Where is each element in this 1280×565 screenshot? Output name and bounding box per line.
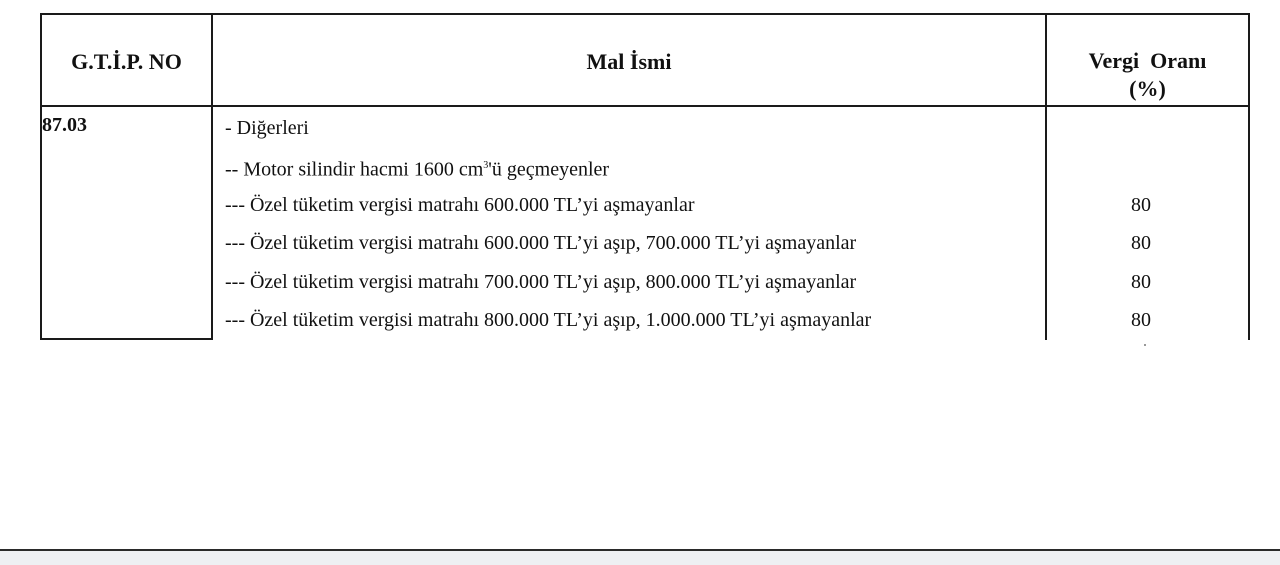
row-rate-otv-800k-1m: 80 xyxy=(1131,309,1151,331)
header-mal-ismi: Mal İsmi xyxy=(586,49,672,74)
row-text-motor-silindir-pre: -- Motor silindir hacmi 1600 cm xyxy=(225,158,484,181)
table-right-border xyxy=(1248,13,1250,340)
scan-speck xyxy=(1144,344,1146,346)
header-gtip-no: G.T.İ.P. NO xyxy=(71,49,182,74)
row-text-motor-silindir-post: 'ü geçmeyenler xyxy=(488,158,610,181)
row-rate-otv-600k: 80 xyxy=(1131,194,1151,216)
row-text-otv-800k-1m: --- Özel tüketim vergisi matrahı 800.000 TL’yi aşıp, 1.000.000 TL’yi aşmayanlar xyxy=(225,309,872,331)
row-text-otv-600k: --- Özel tüketim vergisi matrahı 600.000 TL’yi aşmayanlar xyxy=(225,194,695,216)
row-text-motor-silindir-sup: 3 xyxy=(483,160,489,171)
row-text-otv-600k-700k: --- Özel tüketim vergisi matrahı 600.000 TL’yi aşıp, 700.000 TL’yi aşmayanlar xyxy=(225,232,857,254)
table-header-divider xyxy=(40,105,1250,107)
row-text-otv-700k-800k: --- Özel tüketim vergisi matrahı 700.000 TL’yi aşıp, 800.000 TL’yi aşmayanlar xyxy=(225,271,857,293)
header-vergi-orani xyxy=(1047,47,1248,103)
bottom-bar xyxy=(0,549,1280,565)
row-text-digerleri: - Diğerleri xyxy=(225,117,309,139)
table-bottom-border xyxy=(40,338,213,340)
gtip-code: 87.03 xyxy=(42,114,87,136)
row-rate-otv-700k-800k: 80 xyxy=(1131,271,1151,293)
row-rate-otv-600k-700k: 80 xyxy=(1131,232,1151,254)
header-vergi-orani-line1: Vergi Oranı xyxy=(1088,48,1207,73)
header-vergi-orani-line2: (%) xyxy=(1129,76,1166,101)
row-text-motor-silindir xyxy=(225,154,609,182)
table-top-border xyxy=(40,13,1250,15)
